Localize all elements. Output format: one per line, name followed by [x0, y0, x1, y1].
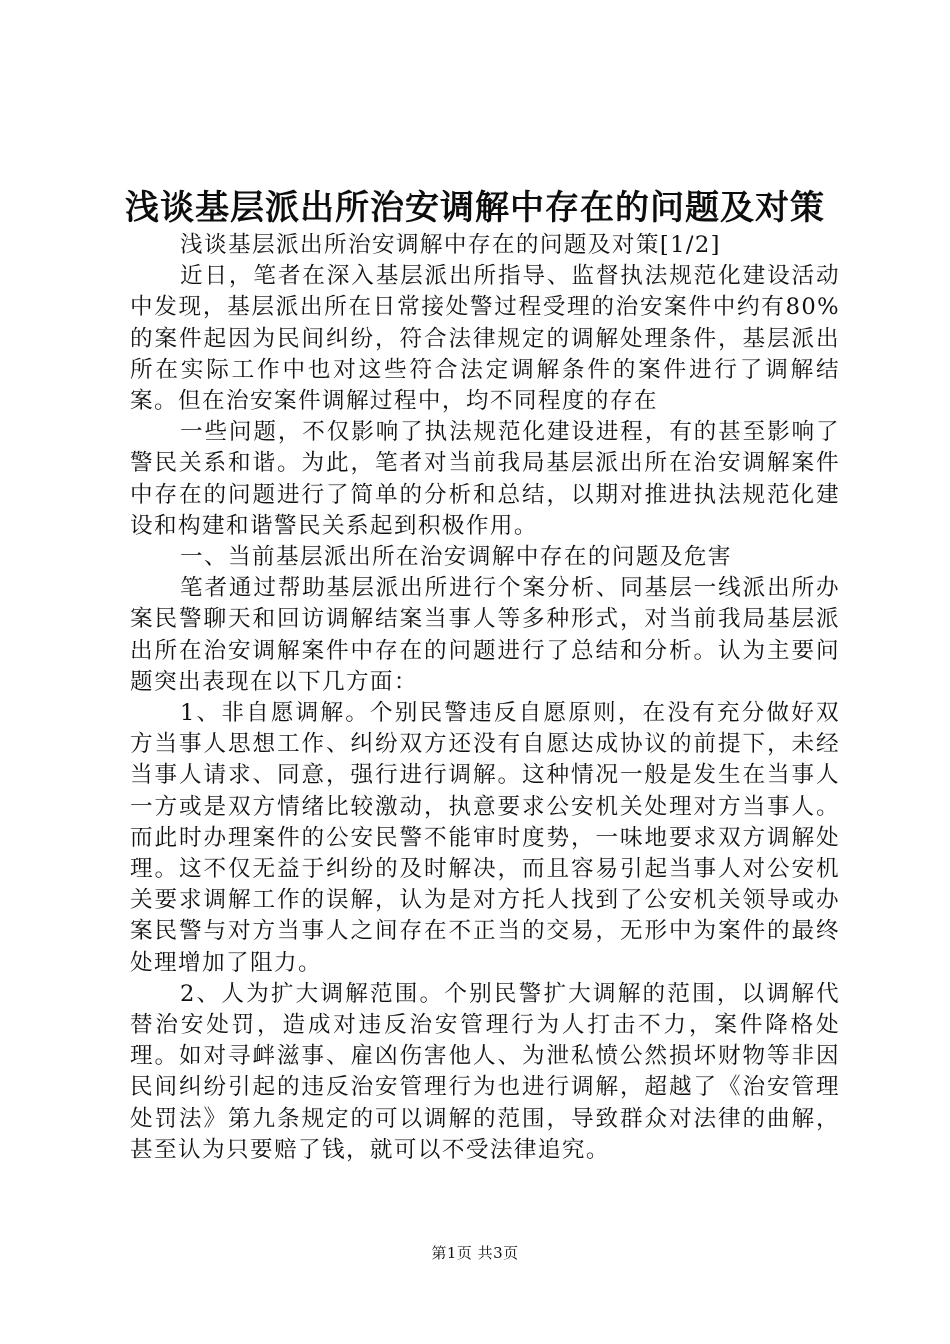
paragraph-analysis: 笔者通过帮助基层派出所进行个案分析、同基层一线派出所办案民警聊天和回访调解结案当事人等多种形式，对当前我局基层派出所在治安调解案件中存在的问题进行了总结和分析。认为主要问题突出表现在以下几方面： — [130, 575, 840, 695]
section-heading: 一、当前基层派出所在治安调解中存在的问题及危害 — [180, 544, 732, 571]
paragraph-intro: 近日，笔者在深入基层派出所指导、监督执法规范化建设活动中发现，基层派出所在日常接处警过程受理的治安案件中约有80%的案件起因为民间纠纷，符合法律规定的调解处理条件，基层派出所在实际工作中也对这些符合法定调解条件的案件进行了调解结案。但在治安案件调解过程中，均不同程度的存在 — [130, 263, 840, 415]
paragraph-subtitle: 浅谈基层派出所治安调解中存在的问题及对策[1/2] — [180, 232, 721, 258]
document-body — [130, 230, 840, 1166]
paragraph-item-1: 1、非自愿调解。个别民警违反自愿原则，在没有充分做好双方当事人思想工作、纠纷双方还没有自愿达成协议的前提下，未经当事人请求、同意，强行进行调解。这种情况一般是发生在当事人一方或是双方情绪比较激动，执意要求公安机关处理对方当事人。而此时办理案件的公安民警不能审时度势，一味地要求双方调解处理。这不仅无益于纠纷的及时解决，而且容易引起当事人对公安机关要求调解工作的误解，认为是对方托人找到了公安机关领导或办案民警与对方当事人之间存在不正当的交易，无形中为案件的最终处理增加了阻力。 — [130, 700, 840, 976]
document-title: 浅谈基层派出所治安调解中存在的问题及对策 — [125, 188, 825, 228]
page-number-footer: 第1页 共3页 — [431, 1244, 519, 1262]
paragraph-intro-continued: 一些问题，不仅影响了执法规范化建设进程，有的甚至影响了警民关系和谐。为此，笔者对当前我局基层派出所在治安调解案件中存在的问题进行了简单的分析和总结，以期对推进执法规范化建设和构建和谐警民关系起到积极作用。 — [130, 419, 840, 539]
paragraph-item-2: 2、人为扩大调解范围。个别民警扩大调解的范围，以调解代替治安处罚，造成对违反治安管理行为人打击不力，案件降格处理。如对寻衅滋事、雇凶伤害他人、为泄私愤公然损坏财物等非因民间纠纷引起的违反治安管理行为也进行调解，超越了《治安管理处罚法》第九条规定的可以调解的范围，导致群众对法律的曲解，甚至认为只要赔了钱，就可以不受法律追究。 — [130, 980, 840, 1163]
